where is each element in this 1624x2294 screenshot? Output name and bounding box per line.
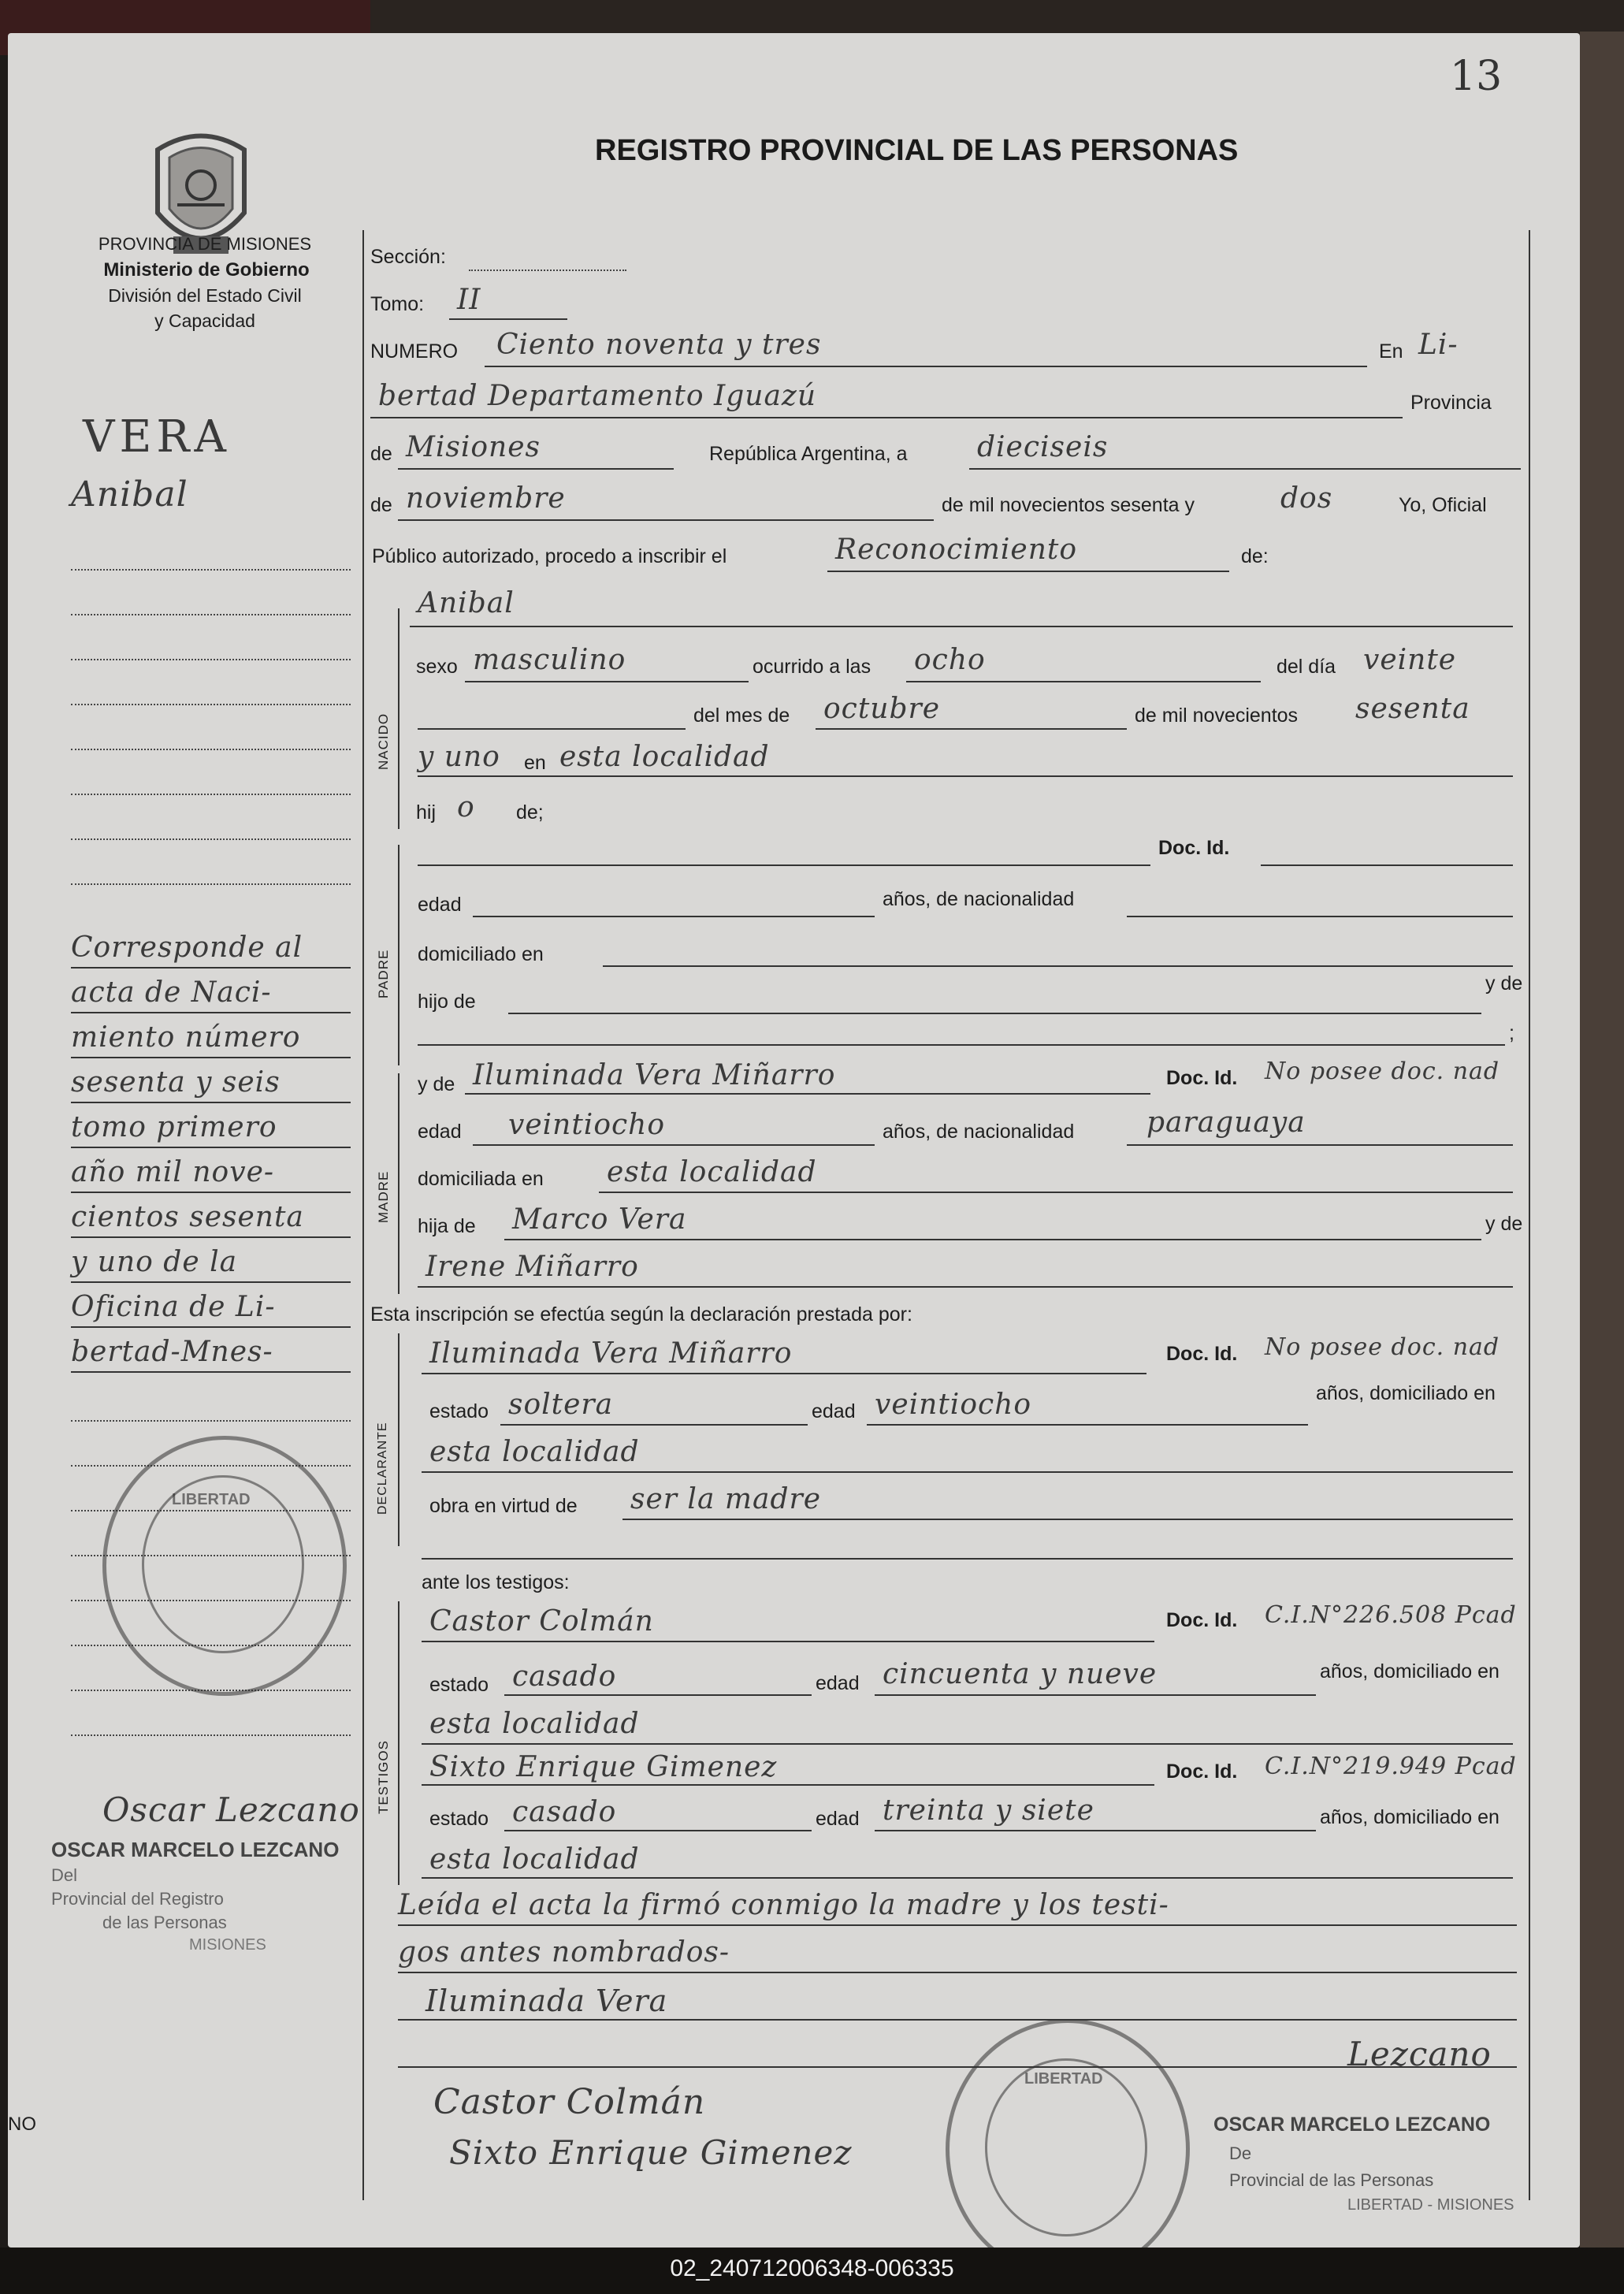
section-padre-label: PADRE <box>376 949 391 998</box>
tomo-label: Tomo: <box>370 293 425 315</box>
capacity-label: y Capacidad <box>154 310 255 331</box>
declarante-name-line <box>422 1373 1146 1374</box>
province-value: Misiones <box>406 431 541 463</box>
declarante-obra-label: obra en virtud de <box>429 1495 578 1517</box>
declarante-domicilio-value: esta localidad <box>429 1436 640 1468</box>
sexo-label: sexo <box>416 656 458 678</box>
margin-note-line: Oficina de Li- <box>71 1291 276 1323</box>
numero-value: Ciento noventa y tres <box>496 329 822 361</box>
left-official-line1: Del <box>51 1865 78 1885</box>
mes-line <box>816 728 1127 730</box>
province-line <box>398 468 674 470</box>
de-colon-label: de: <box>1241 545 1269 567</box>
madre-doc-label: Doc. Id. <box>1166 1067 1238 1089</box>
provincia-label: Provincia <box>1410 392 1492 414</box>
year-value: dos <box>1280 482 1333 515</box>
anio-value-1: sesenta <box>1355 693 1470 725</box>
closing-line-2: gos antes nombrados- <box>398 1936 730 1969</box>
margin-surname: VERA <box>83 411 231 463</box>
testigo1-edad-label: edad <box>816 1672 860 1694</box>
seccion-line <box>469 270 626 271</box>
act-type-line <box>827 571 1229 572</box>
madre-hija-line <box>504 1239 1481 1240</box>
del-dia-label: del día <box>1277 656 1336 678</box>
testigo2-name-line <box>422 1784 1154 1786</box>
official-line-1: De <box>1229 2143 1252 2163</box>
madre-madre-value: Irene Miñarro <box>426 1251 639 1283</box>
padre-hijo-line <box>508 1013 1481 1014</box>
month-line <box>398 519 934 521</box>
margin-dotted-line <box>71 614 351 615</box>
testigo2-domicilio-value: esta localidad <box>429 1843 640 1876</box>
declarante-doc-label: Doc. Id. <box>1166 1343 1238 1365</box>
page-title: REGISTRO PROVINCIAL DE LAS PERSONAS <box>595 134 1239 167</box>
declarante-estado-value: soltera <box>508 1389 614 1421</box>
signature-testigo-2: Sixto Enrique Gimenez <box>449 2133 853 2172</box>
signature-testigo-1: Castor Colmán <box>433 2082 706 2122</box>
seccion-label: Sección: <box>370 246 446 268</box>
madre-y-de-label: y de <box>418 1073 455 1095</box>
madre-hija-label: hija de <box>418 1215 476 1237</box>
padre-doc-line <box>1261 864 1513 866</box>
madre-name: Iluminada Vera Miñarro <box>473 1059 836 1091</box>
testigo1-edad-value: cincuenta y nueve <box>883 1658 1158 1690</box>
official-line-3: LIBERTAD - MISIONES <box>1347 2196 1514 2214</box>
madre-y-de-label-2: y de <box>1485 1213 1523 1235</box>
declarante-doc-value: No posee doc. nad <box>1265 1333 1500 1361</box>
nacido-name: Anibal <box>418 587 515 619</box>
declarante-domicilio-line <box>422 1471 1513 1473</box>
madre-edad-line <box>473 1144 875 1146</box>
testigo2-estado-line <box>504 1830 812 1831</box>
declarante-edad-value: veintiocho <box>875 1389 1032 1421</box>
margin-note-rule <box>71 1236 351 1238</box>
publico-label: Público autorizado, procedo a inscribir el <box>372 545 727 567</box>
margin-note-rule <box>71 1102 351 1103</box>
hora-line <box>906 681 1261 682</box>
testigo2-edad-line <box>875 1830 1316 1831</box>
madre-edad-value: veintiocho <box>508 1109 666 1141</box>
declarante-name: Iluminada Vera Miñarro <box>429 1337 793 1370</box>
left-official-line2: Provincial del Registro <box>51 1889 224 1909</box>
province-label: PROVINCIA DE MISIONES <box>98 234 312 254</box>
testigo1-edad-line <box>875 1694 1316 1696</box>
closing-line-1: Leída el acta la firmó conmigo la madre y los testi- <box>398 1889 1169 1921</box>
margin-note-rule <box>71 1012 351 1013</box>
left-stamp-label: LIBERTAD <box>172 1491 251 1508</box>
left-official-signature: Oscar Lezcano <box>102 1790 360 1829</box>
margin-dotted-line <box>71 704 351 705</box>
right-stamp-label: LIBERTAD <box>1024 2070 1103 2088</box>
margin-note-rule <box>71 1147 351 1148</box>
margin-dotted-line <box>71 569 351 571</box>
padre-y-de-label: y de <box>1485 972 1523 995</box>
margin-given-name: Anibal <box>71 474 188 515</box>
testigo1-estado-label: estado <box>429 1674 489 1696</box>
official-line-2: Provincial de las Personas <box>1229 2170 1434 2190</box>
lugar-line <box>418 775 1513 777</box>
left-official-line3: de las Personas <box>102 1913 227 1932</box>
de-label-2: de <box>370 494 392 516</box>
declarante-bracket <box>398 1333 399 1546</box>
madre-nacionalidad-value: paraguaya <box>1146 1106 1306 1139</box>
testigos-bracket <box>398 1601 399 1885</box>
footer-id: 02_240712006348-006335 <box>670 2255 954 2281</box>
margin-note-rule <box>71 1281 351 1283</box>
margin-dotted-line <box>71 794 351 795</box>
left-official-name: OSCAR MARCELO LEZCANO <box>51 1838 340 1861</box>
declarante-obra-line <box>622 1519 1513 1520</box>
de-label: de <box>370 443 392 465</box>
sexo-value: masculino <box>473 644 626 676</box>
place-line <box>370 417 1403 418</box>
padre-nac-line <box>1127 916 1513 917</box>
testigo2-estado-label: estado <box>429 1808 489 1830</box>
testigo1-domicilio-value: esta localidad <box>429 1708 640 1740</box>
testigo1-domicilio-line <box>422 1743 1513 1745</box>
declarante-line-5 <box>422 1558 1513 1560</box>
testigo1-domicilio-label: años, domiciliado en <box>1320 1660 1500 1682</box>
madre-bracket <box>398 1073 399 1294</box>
testigos-intro: ante los testigos: <box>422 1571 570 1593</box>
testigo1-name-line <box>422 1641 1154 1642</box>
section-madre-label: MADRE <box>376 1170 391 1223</box>
division-label: División del Estado Civil <box>108 285 302 306</box>
month-value: noviembre <box>406 482 566 515</box>
section-declarante-label: DECLARANTE <box>376 1422 389 1515</box>
testigo2-doc-value: C.I.N°219.949 Pcad <box>1265 1753 1517 1780</box>
padre-anios-label: años, de nacionalidad <box>883 888 1075 910</box>
testigo2-doc-label: Doc. Id. <box>1166 1760 1238 1783</box>
mes-value: octubre <box>823 693 941 725</box>
margin-dotted-line <box>71 659 351 660</box>
madre-edad-label: edad <box>418 1121 462 1143</box>
testigo1-estado-value: casado <box>512 1660 617 1693</box>
padre-bracket <box>398 845 399 1065</box>
hij-value: o <box>457 791 475 824</box>
republica-label: República Argentina, a <box>709 443 908 465</box>
madre-doc-value: No posee doc. nad <box>1265 1058 1500 1085</box>
year-label: de mil novecientos sesenta y <box>942 494 1195 516</box>
declarante-domicilio-label: años, domiciliado en <box>1316 1382 1496 1404</box>
sexo-line <box>465 681 749 682</box>
madre-name-line <box>465 1093 1150 1095</box>
dia-cont-line <box>418 728 686 730</box>
margin-dotted-line <box>71 749 351 750</box>
testigo1-name: Castor Colmán <box>429 1605 654 1638</box>
binder-spine <box>1580 32 1624 2262</box>
padre-name-line <box>418 864 1150 866</box>
official-signature: Lezcano <box>1347 2035 1492 2073</box>
ministry-label: Ministerio de Gobierno <box>103 259 310 281</box>
testigo2-name: Sixto Enrique Gimenez <box>429 1751 778 1783</box>
del-mes-label: del mes de <box>693 705 790 727</box>
declarante-intro: Esta inscripción se efectúa según la declaración prestada por: <box>370 1303 912 1325</box>
document-page <box>8 33 1580 2248</box>
padre-line-5 <box>418 1044 1505 1046</box>
margin-dotted-line <box>71 1420 351 1422</box>
margin-dotted-line <box>71 1734 351 1736</box>
madre-padre-value: Marco Vera <box>512 1203 687 1236</box>
madre-nac-line <box>1127 1144 1513 1146</box>
right-border <box>1529 230 1530 2200</box>
testigo1-doc-value: C.I.N°226.508 Pcad <box>1265 1601 1517 1629</box>
testigo2-domicilio-line <box>422 1877 1513 1879</box>
margin-note-line: miento número <box>71 1021 301 1054</box>
padre-edad-label: edad <box>418 894 462 916</box>
madre-domicilio-line <box>599 1192 1513 1193</box>
madre-anios-label: años, de nacionalidad <box>883 1121 1075 1143</box>
day-line <box>969 468 1521 470</box>
margin-note-rule <box>71 967 351 969</box>
margin-note-line: cientos sesenta <box>71 1201 304 1233</box>
declarante-edad-label: edad <box>812 1400 856 1422</box>
testigo2-domicilio-label: años, domiciliado en <box>1320 1806 1500 1828</box>
testigo2-estado-value: casado <box>512 1796 617 1828</box>
testigo1-estado-line <box>504 1694 812 1696</box>
tomo-line <box>449 318 567 320</box>
declarante-estado-line <box>500 1424 808 1426</box>
anio-value-2: y uno <box>418 741 500 773</box>
margin-note-line: bertad-Mnes- <box>71 1336 273 1368</box>
margin-note-line: Corresponde al <box>71 931 303 964</box>
declarante-edad-line <box>867 1424 1308 1426</box>
margin-note-rule <box>71 1326 351 1328</box>
page-number: 13 <box>1450 53 1503 100</box>
padre-domicilio-label: domiciliado en <box>418 943 544 965</box>
nacido-name-line <box>410 626 1513 627</box>
nacido-bracket <box>398 608 399 829</box>
en-value: Li- <box>1418 329 1459 361</box>
declarante-estado-label: estado <box>429 1400 489 1422</box>
numero-label: NUMERO <box>370 340 459 363</box>
padre-edad-line <box>473 916 875 917</box>
margin-note-line: y uno de la <box>71 1246 238 1278</box>
official-name: OSCAR MARCELO LEZCANO <box>1213 2114 1491 2136</box>
tomo-value: II <box>457 284 481 316</box>
padre-domicilio-line <box>603 965 1513 967</box>
margin-dotted-line <box>71 883 351 885</box>
oficial-label: Yo, Oficial <box>1399 494 1487 516</box>
en-label: En <box>1379 340 1403 363</box>
left-official-line4: MISIONES <box>189 1936 266 1954</box>
day-value: dieciseis <box>977 431 1109 463</box>
margin-divider <box>362 230 364 2200</box>
closing-line-3-rule <box>398 2019 1517 2021</box>
madre-domicilio-value: esta localidad <box>607 1156 817 1188</box>
place-value: bertad Departamento Iguazú <box>378 380 817 412</box>
lugar-value: esta localidad <box>559 741 770 773</box>
ocurrido-label: ocurrido a las <box>753 656 871 678</box>
dia-value: veinte <box>1363 644 1457 676</box>
signature-madre: Iluminada Vera <box>426 1984 668 2018</box>
hij-label: hij <box>416 801 437 824</box>
nacido-en-label: en <box>524 752 546 774</box>
section-nacido-label: NACIDO <box>376 712 391 770</box>
margin-note-line: acta de Naci- <box>71 976 272 1009</box>
margin-edge-text: NO <box>8 2114 36 2135</box>
margin-note-rule <box>71 1371 351 1373</box>
closing-line-1-rule <box>398 1924 1517 1926</box>
margin-note-rule <box>71 1192 351 1193</box>
padre-hijo-label: hijo de <box>418 991 476 1013</box>
numero-line <box>485 366 1367 367</box>
section-testigos-label: TESTIGOS <box>376 1740 391 1814</box>
margin-note-line: tomo primero <box>71 1111 277 1143</box>
padre-doc-label: Doc. Id. <box>1158 837 1230 859</box>
mil-label: de mil novecientos <box>1135 705 1299 727</box>
testigo2-edad-label: edad <box>816 1808 860 1830</box>
madre-madre-line <box>418 1286 1513 1288</box>
padre-semicolon: ; <box>1509 1022 1514 1044</box>
margin-note-line: sesenta y seis <box>71 1066 281 1099</box>
madre-domicilio-label: domiciliada en <box>418 1168 544 1190</box>
hora-value: ocho <box>914 644 986 676</box>
testigo1-doc-label: Doc. Id. <box>1166 1609 1238 1631</box>
act-type-value: Reconocimiento <box>835 534 1078 566</box>
margin-note-line: año mil nove- <box>71 1156 275 1188</box>
margin-dotted-line <box>71 838 351 840</box>
declarante-obra-value: ser la madre <box>630 1483 822 1515</box>
closing-line-2-rule <box>398 1972 1517 1973</box>
testigo2-edad-value: treinta y siete <box>883 1794 1094 1827</box>
hij-de-label: de; <box>516 801 544 824</box>
margin-note-rule <box>71 1057 351 1058</box>
